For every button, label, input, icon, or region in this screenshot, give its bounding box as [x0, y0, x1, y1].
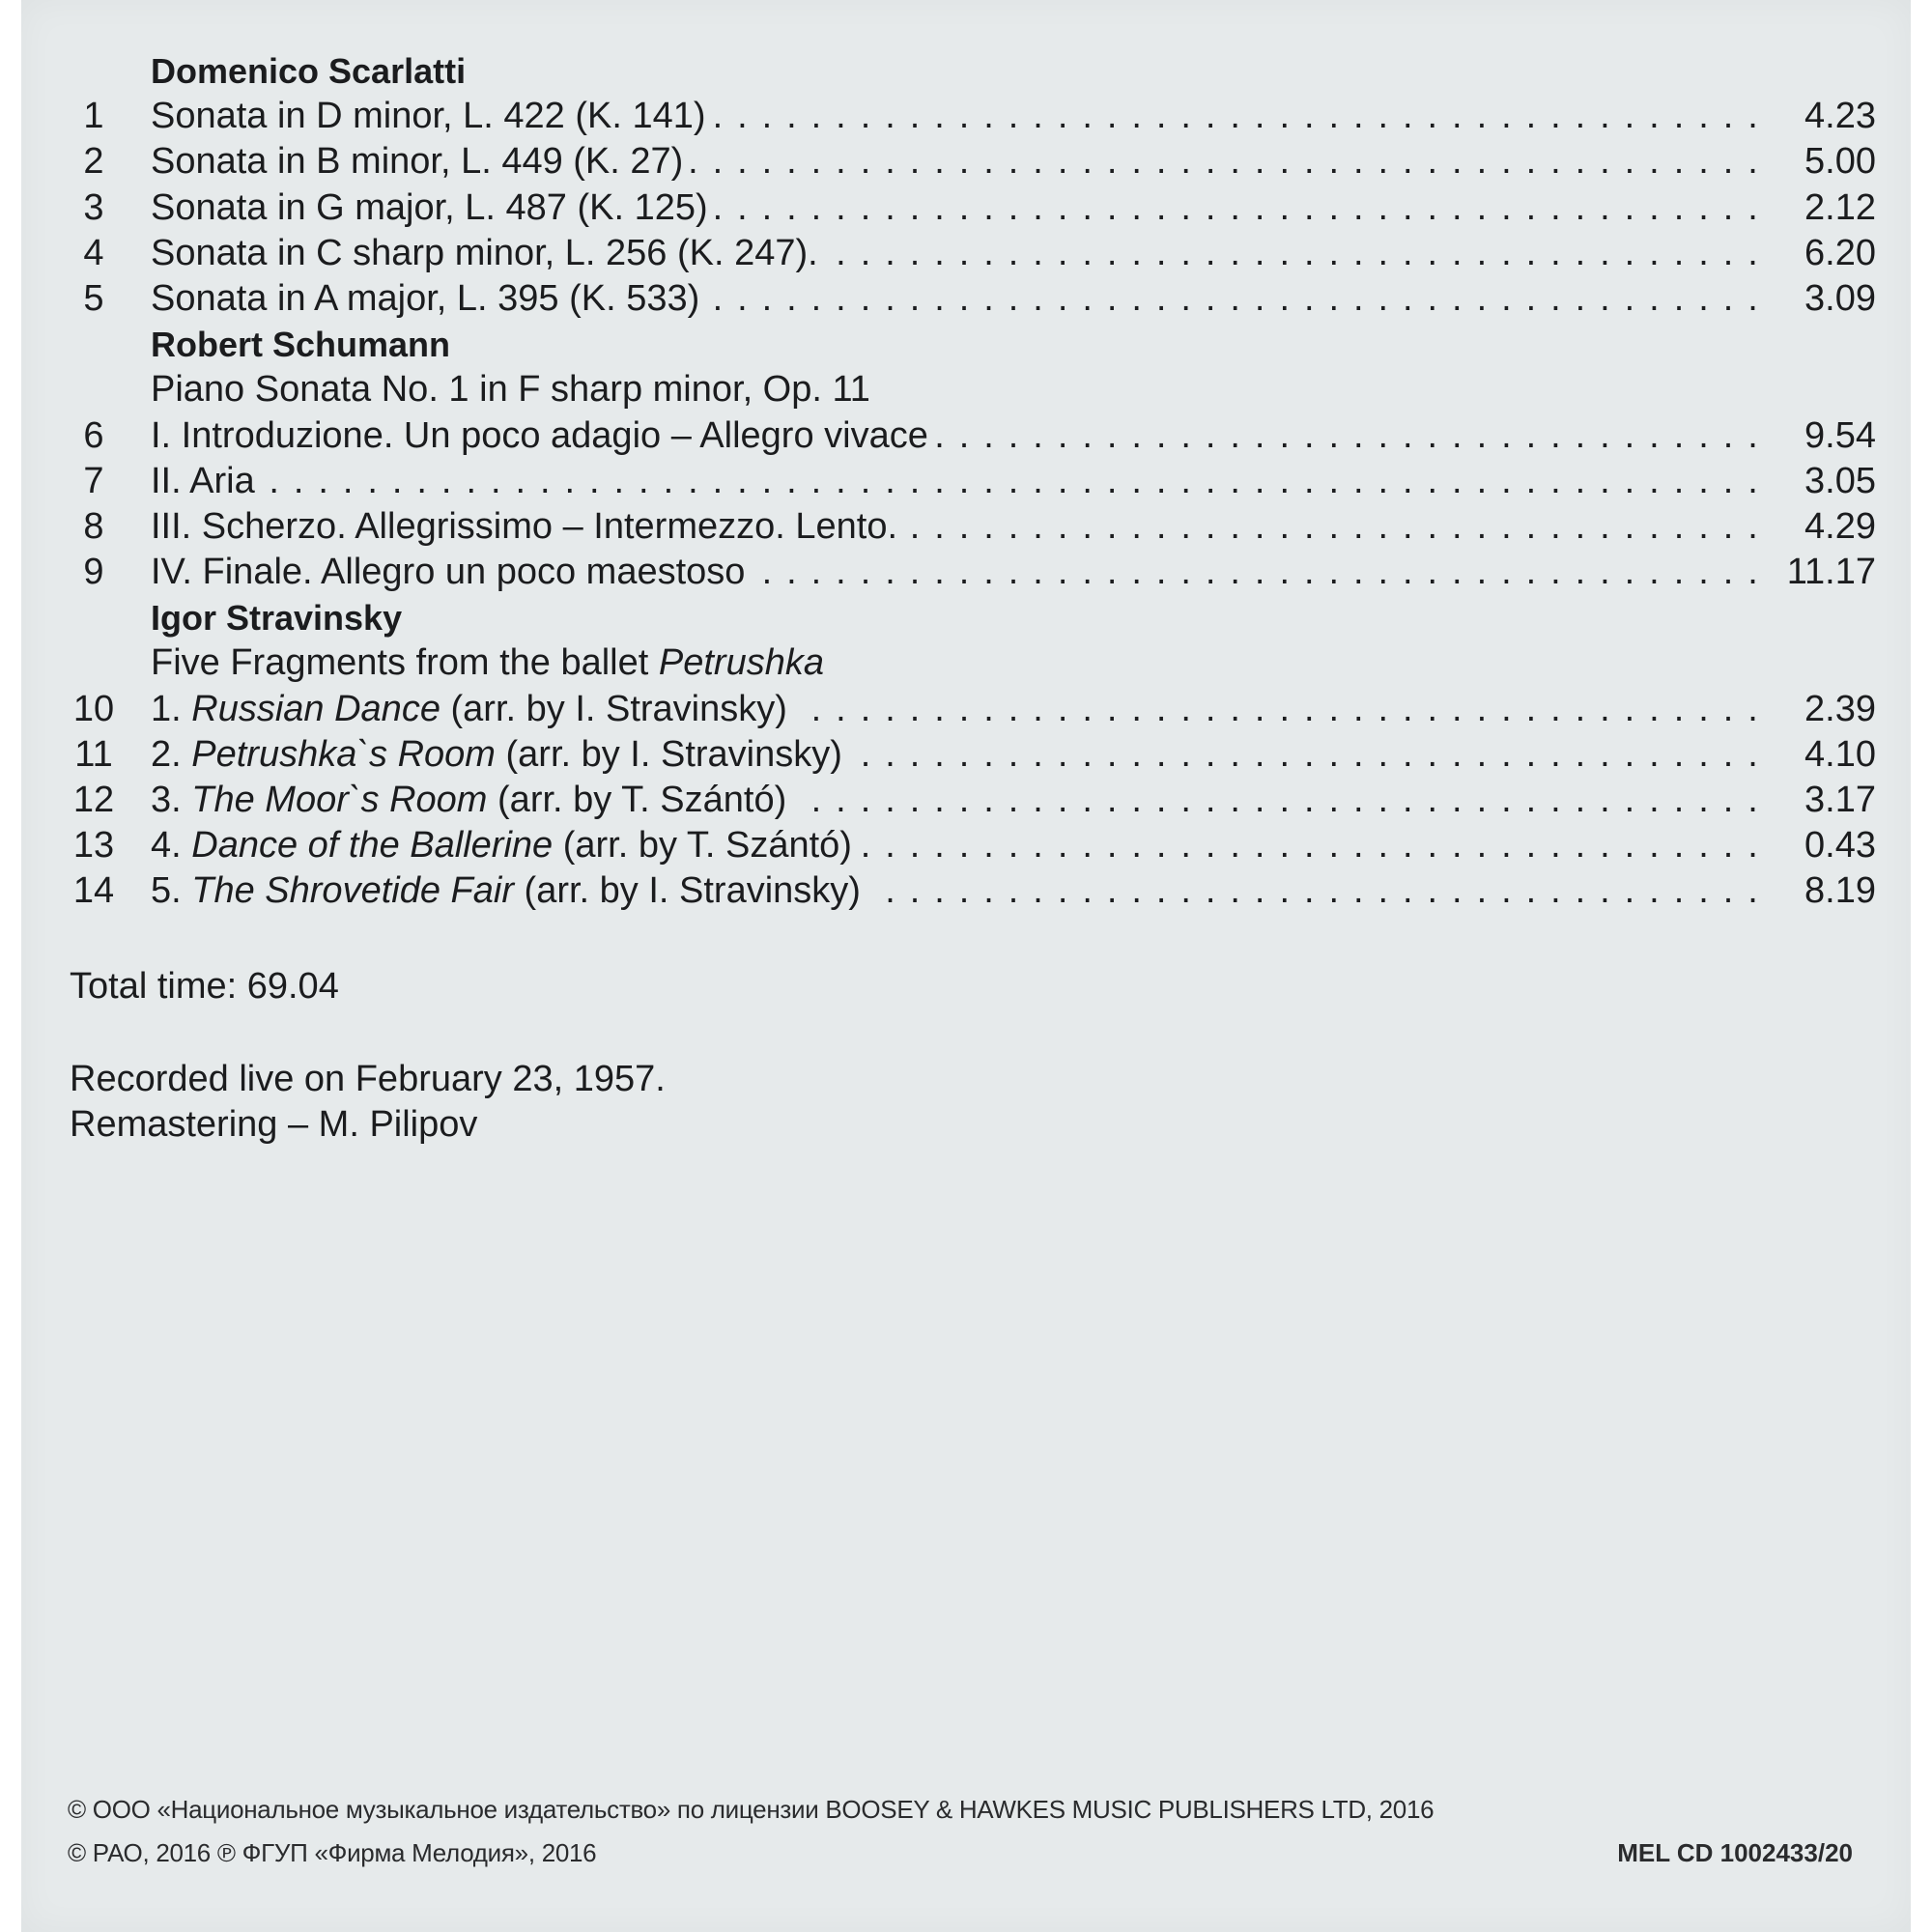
track-duration: 6.20 — [1760, 231, 1876, 276]
track-number: 1 — [83, 96, 104, 137]
track-duration: 3.17 — [1760, 778, 1876, 823]
movement-name: The Moor`s Room — [191, 780, 488, 820]
movement-number: 4. — [151, 825, 182, 867]
track-number: 9 — [83, 552, 104, 593]
arranger: (arr. by I. Stravinsky) — [524, 870, 861, 912]
track-title-wrap — [151, 231, 1760, 276]
track-title — [151, 825, 860, 866]
track-row — [70, 778, 1876, 823]
track-title: Sonata in C sharp minor, L. 256 (K. 247). — [151, 233, 826, 273]
track-number: 7 — [83, 460, 104, 501]
copyright-line-2: © РАО, 2016 ℗ ФГУП «Фирма Мелодия», 2016 — [68, 1838, 597, 1867]
track-title: Sonata in D minor, L. 422 (K. 141) — [151, 96, 714, 136]
catalog-number: MEL CD 1002433/20 — [1617, 1838, 1853, 1867]
track-row — [70, 276, 1876, 322]
track-title: Sonata in A major, L. 395 (K. 533) — [151, 278, 707, 319]
track-title-wrap — [151, 732, 1760, 778]
track-title: II. Aria — [151, 461, 263, 501]
total-time: Total time: 69.04 — [70, 966, 339, 1007]
track-row — [70, 732, 1876, 778]
composer-name: Robert Schumann — [151, 325, 451, 365]
track-title-wrap — [151, 459, 1760, 504]
track-row — [70, 868, 1876, 914]
movement-name: Russian Dance — [191, 688, 440, 729]
track-title-wrap — [151, 413, 1760, 459]
track-row — [70, 687, 1876, 732]
movement-name: Petrushka`s Room — [191, 733, 496, 775]
track-duration: 2.39 — [1760, 687, 1876, 732]
track-title-wrap — [151, 139, 1760, 185]
track-row — [70, 94, 1876, 139]
track-title — [151, 870, 868, 911]
work-title-row — [70, 640, 1876, 686]
track-number: 4 — [83, 232, 104, 273]
track-number: 5 — [83, 277, 104, 319]
arranger: (arr. by T. Szántó) — [562, 825, 852, 867]
composer-heading — [70, 595, 1876, 640]
track-title: IV. Finale. Allegro un poco maestoso — [151, 552, 753, 592]
track-row — [70, 504, 1876, 550]
track-number: 2 — [83, 141, 104, 183]
remastering-credit: Remastering – M. Pilipov — [70, 1104, 478, 1145]
track-row — [70, 185, 1876, 231]
track-title-wrap — [151, 94, 1760, 139]
track-title-wrap — [151, 778, 1760, 823]
movement-number: 1. — [151, 688, 182, 729]
arranger: (arr. by T. Szántó) — [497, 780, 787, 820]
composer-heading — [70, 48, 1876, 94]
track-duration: 2.12 — [1760, 185, 1876, 231]
track-number: 10 — [72, 688, 115, 729]
composer-heading — [70, 322, 1876, 367]
track-number: 11 — [74, 733, 113, 775]
track-number: 8 — [83, 505, 104, 547]
track-duration: 3.05 — [1760, 459, 1876, 504]
work-title — [151, 640, 1876, 686]
track-title: Sonata in G major, L. 487 (K. 125) — [151, 187, 716, 228]
tracklist — [70, 48, 1876, 915]
track-title-wrap — [151, 276, 1760, 322]
track-duration: 3.09 — [1760, 276, 1876, 322]
work-title: Piano Sonata No. 1 in F sharp minor, Op. 11 — [151, 369, 870, 411]
movement-name: Dance of the Ballerine — [191, 825, 554, 867]
track-duration: 4.23 — [1760, 94, 1876, 139]
track-title: Sonata in B minor, L. 449 (K. 27) — [151, 141, 691, 182]
track-row — [70, 139, 1876, 185]
track-title — [151, 780, 794, 820]
composer-name: Igor Stravinsky — [151, 598, 403, 639]
track-duration: 5.00 — [1760, 139, 1876, 185]
track-title-wrap — [151, 504, 1760, 550]
track-duration: 4.10 — [1760, 732, 1876, 778]
track-title-wrap — [151, 868, 1760, 914]
track-title-wrap — [151, 823, 1760, 868]
composer-name: Domenico Scarlatti — [151, 51, 467, 91]
movement-number: 5. — [151, 870, 182, 912]
track-title: I. Introduzione. Un poco adagio – Allegro vivace — [151, 415, 936, 456]
track-duration: 4.29 — [1760, 504, 1876, 550]
work-title-italic: Petrushka — [658, 642, 824, 684]
track-row — [70, 231, 1876, 276]
booklet-page — [21, 0, 1911, 1932]
track-duration: 0.43 — [1760, 823, 1876, 868]
track-number: 13 — [72, 825, 115, 867]
work-title-text: Five Fragments from the ballet — [151, 642, 649, 684]
movement-number: 2. — [151, 733, 182, 775]
track-duration: 11.17 — [1760, 550, 1876, 595]
track-row — [70, 550, 1876, 595]
track-title — [151, 689, 795, 729]
track-number: 6 — [83, 414, 104, 456]
movement-name: The Shrovetide Fair — [191, 870, 514, 912]
track-number: 3 — [83, 186, 104, 228]
track-title: III. Scherzo. Allegrissimo – Intermezzo. Lento. — [151, 506, 905, 547]
arranger: (arr. by I. Stravinsky) — [450, 688, 787, 729]
track-duration: 8.19 — [1760, 868, 1876, 914]
copyright-line: © ООО «Национальное музыкальное издательство» по лицензии BOOSEY & HAWKES MUSIC PUBLISHERS LTD, 2016 — [68, 1795, 1435, 1824]
track-row — [70, 459, 1876, 504]
work-title-row — [70, 367, 1876, 412]
track-number: 14 — [72, 870, 115, 912]
track-row — [70, 823, 1876, 868]
track-title — [151, 734, 850, 775]
track-row — [70, 413, 1876, 459]
movement-number: 3. — [151, 780, 182, 820]
track-title-wrap — [151, 550, 1760, 595]
recording-date: Recorded live on February 23, 1957. — [70, 1059, 666, 1099]
track-duration: 9.54 — [1760, 413, 1876, 459]
track-title-wrap — [151, 687, 1760, 732]
track-title-wrap — [151, 185, 1760, 231]
arranger: (arr. by I. Stravinsky) — [505, 733, 842, 775]
track-number: 12 — [72, 780, 115, 820]
